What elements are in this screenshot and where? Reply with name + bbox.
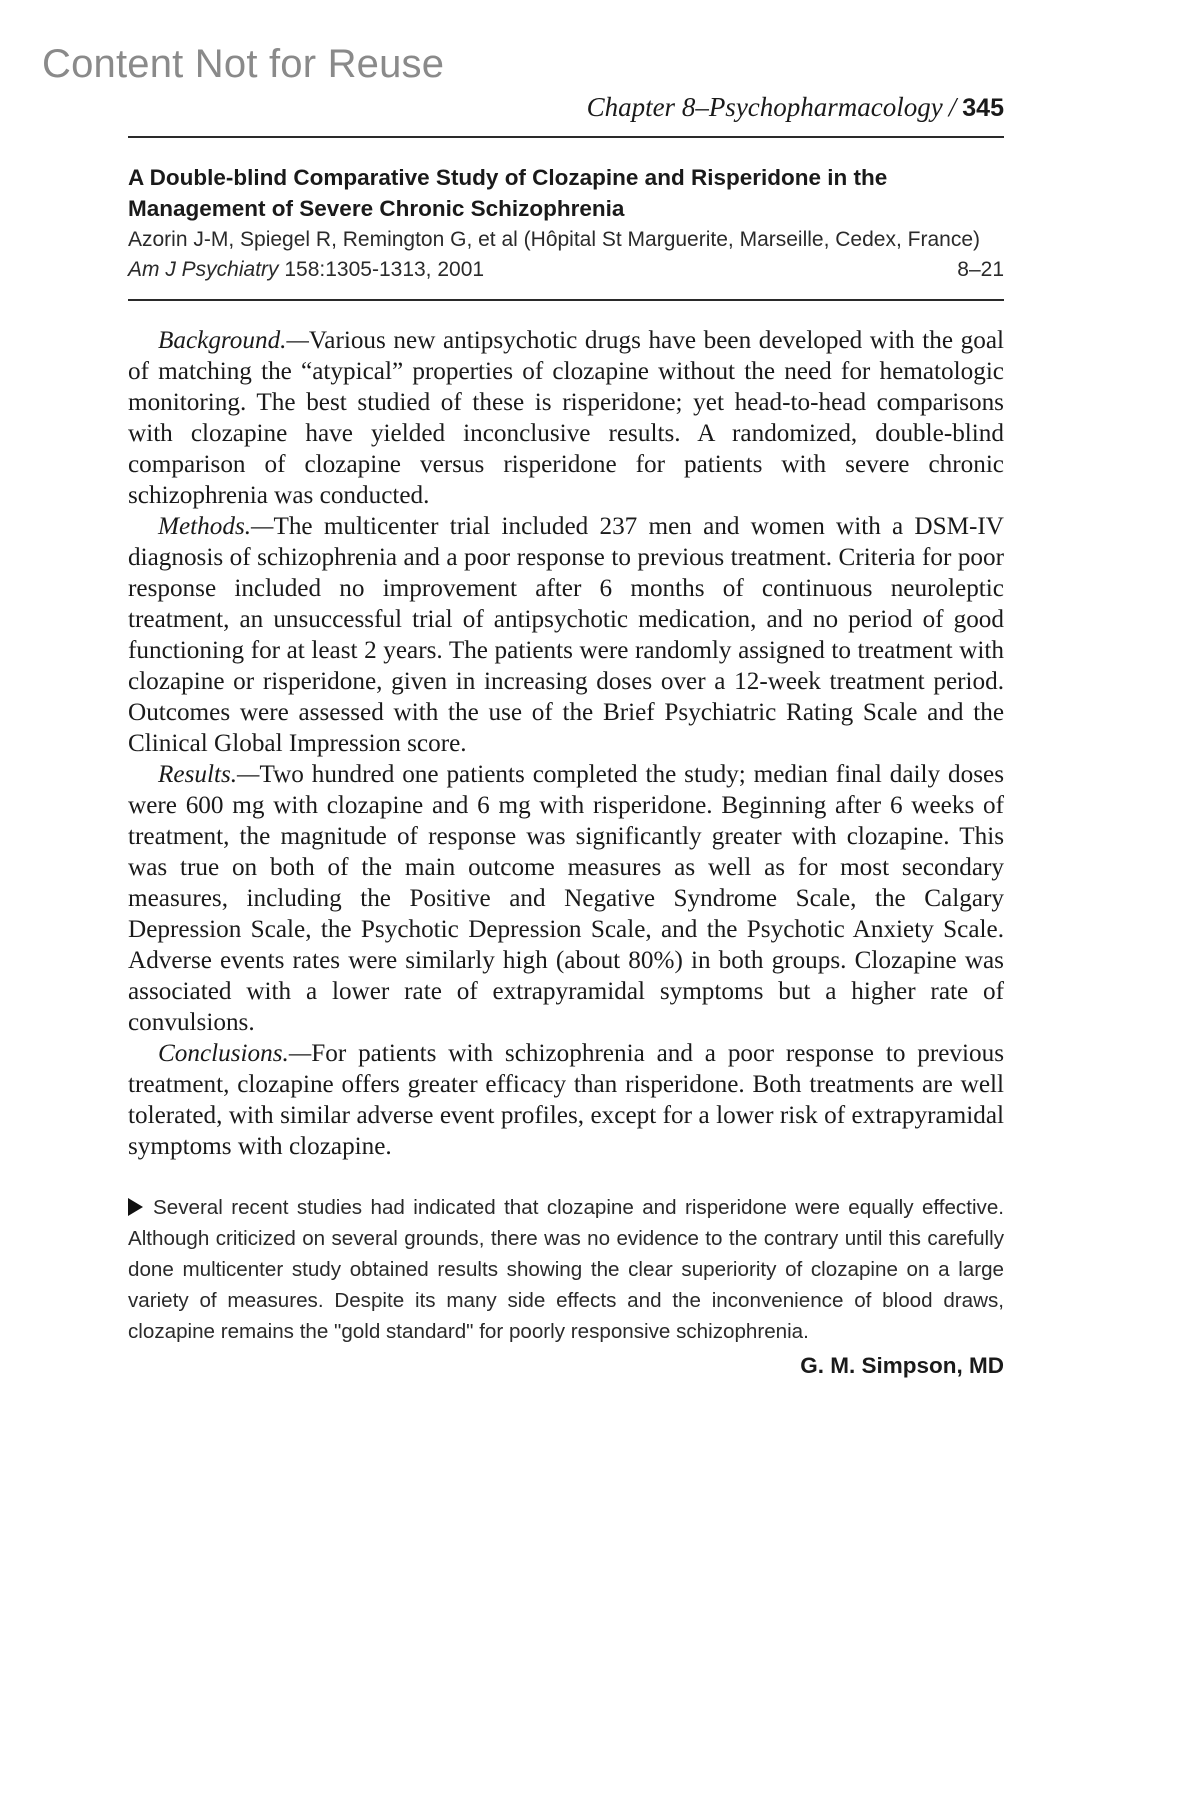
methods-heading: Methods.—: [158, 513, 274, 540]
background-heading: Background.—: [158, 327, 309, 354]
header-separator: /: [948, 92, 957, 122]
journal-reference: [128, 255, 484, 285]
abstract: [128, 301, 1004, 1162]
abstract-methods: [128, 511, 1004, 759]
article-authors: Azorin J-M, Spiegel R, Remington G, et al (Hôpital St Marguerite, Marseille, Cedex, France): [128, 228, 980, 251]
citation-block: [128, 138, 1004, 299]
editorial-comment: [128, 1192, 1004, 1347]
running-head: [128, 86, 1004, 128]
conclusions-text: For patients with schizophrenia and a poor response to previous treatment, clozapine offers greater efficacy than risperidone. Both treatments are well tolerated, with similar adverse event profiles, except for a lower risk of extrapyramidal symptoms with clozapine.: [128, 1040, 1004, 1160]
commentator-signature: G. M. Simpson, MD: [800, 1353, 1004, 1378]
article-id: 8–21: [957, 258, 1004, 281]
journal-line: [128, 255, 1004, 285]
comment-text: Several recent studies had indicated that clozapine and risperidone were equally effective. Although criticized on several grounds, there was no evidence to the contrary until this carefully done multicenter study obtained results showing the clear superiority of clozapine on a large variety of measures. Despite its many side effects and the inconvenience of blood draws, clozapine remains the "gold standard" for poorly responsive schizophrenia.: [128, 1196, 1004, 1343]
conclusions-heading: Conclusions.—: [158, 1040, 312, 1067]
journal-volume-pages-year: 158:1305-1313, 2001: [284, 258, 485, 281]
results-heading: Results.—: [158, 761, 260, 788]
methods-text: The multicenter trial included 237 men and women with a DSM-IV diagnosis of schizophrenia and a poor response to previous treatment. Criteria for poor response included no improvement after 6 months of continuous neuroleptic treatment, an unsuccessful trial of antipsychotic medication, and no period of good functioning for at least 2 years. The patients were randomly assigned to treatment with clozapine or risperidone, given in increasing doses over a 12-week treatment period. Outcomes were assessed with the use of the Brief Psychiatric Rating Scale and the Clinical Global Impression score.: [128, 513, 1004, 757]
abstract-background: [128, 325, 1004, 511]
abstract-results: [128, 759, 1004, 1038]
background-text: Various new antipsychotic drugs have been developed with the goal of matching the “atypical” properties of clozapine without the need for hematologic monitoring. The best studied of these is risperidone; yet head-to-head comparisons with clozapine have yielded inconclusive results. A randomized, double-blind comparison of clozapine versus risperidone for patients with severe chronic schizophrenia was conducted.: [128, 327, 1004, 509]
triangle-right-icon: [128, 1198, 143, 1216]
page-content: [128, 86, 1004, 1383]
results-text: Two hundred one patients completed the study; median final daily doses were 600 mg with clozapine and 6 mg with risperidone. Beginning after 6 weeks of treatment, the magnitude of response was significantly greater with clozapine. This was true on both of the main outcome measures as well as for most secondary measures, including the Positive and Negative Syndrome Scale, the Calgary Depression Scale, the Psychotic Depression Scale, and the Psychotic Anxiety Scale. Adverse events rates were similarly high (about 80%) in both groups. Clozapine was associated with a lower rate of extrapyramidal symptoms but a higher rate of convulsions.: [128, 761, 1004, 1036]
chapter-title: Chapter 8–Psychopharmacology: [586, 92, 943, 122]
page-number: 345: [962, 94, 1004, 122]
article-title: A Double-blind Comparative Study of Clozapine and Risperidone in the Management of Severe Chronic Schizophrenia: [128, 165, 888, 221]
watermark: Content Not for Reuse: [42, 42, 445, 86]
journal-name: Am J Psychiatry: [128, 258, 279, 281]
abstract-conclusions: [128, 1038, 1004, 1162]
